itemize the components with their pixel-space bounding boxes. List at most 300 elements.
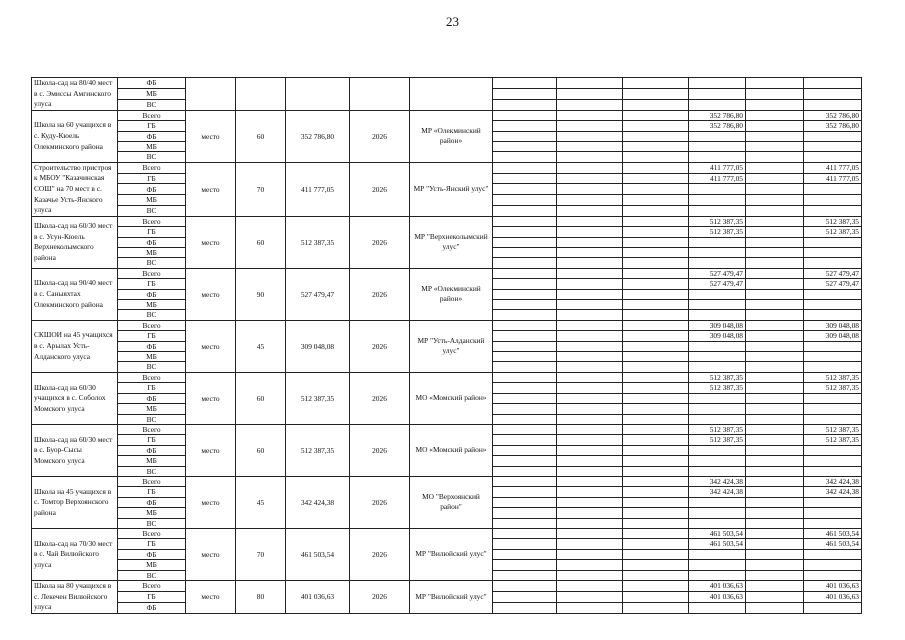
unit-cell: место	[186, 528, 236, 580]
amount-cell	[493, 195, 557, 206]
amount-cell	[804, 445, 862, 455]
amount-cell	[557, 99, 623, 110]
amount-cell	[493, 331, 557, 341]
amount-cell	[493, 258, 557, 268]
amount-cell	[746, 435, 804, 445]
amount-cell	[623, 341, 689, 351]
table-row	[32, 528, 862, 538]
amount-cell	[689, 414, 746, 424]
amount-cell	[557, 78, 623, 89]
amount-cell	[557, 383, 623, 393]
organization-cell: МО «Момский район»	[410, 424, 493, 476]
cost-cell: 309 048,08	[286, 320, 350, 372]
amount-cell	[804, 205, 862, 216]
amount-cell	[623, 99, 689, 110]
amount-cell	[557, 424, 623, 434]
amount-cell	[804, 195, 862, 206]
amount-cell: 342 424,38	[689, 476, 746, 486]
amount-cell	[623, 121, 689, 131]
funding-source: МБ	[118, 352, 186, 362]
amount-cell	[493, 560, 557, 570]
amount-cell	[557, 549, 623, 559]
capacity-cell: 60	[236, 372, 286, 424]
amount-cell: 461 503,54	[804, 528, 862, 538]
year-cell: 2026	[350, 162, 410, 216]
amount-cell	[623, 539, 689, 549]
amount-cell	[557, 195, 623, 206]
amount-cell: 309 048,08	[804, 320, 862, 330]
funding-source: МБ	[118, 195, 186, 206]
amount-cell	[623, 393, 689, 403]
amount-cell	[746, 227, 804, 237]
amount-cell	[804, 300, 862, 310]
funding-source: МБ	[118, 404, 186, 414]
amount-cell	[623, 279, 689, 289]
amount-cell	[557, 341, 623, 351]
funding-source: ГБ	[118, 539, 186, 549]
funding-source: ГБ	[118, 487, 186, 497]
cost-cell: 401 036,63	[286, 581, 350, 614]
amount-cell	[623, 258, 689, 268]
amount-cell	[623, 205, 689, 216]
amount-cell	[689, 560, 746, 570]
amount-cell	[746, 424, 804, 434]
amount-cell	[623, 289, 689, 299]
amount-cell	[493, 152, 557, 162]
table-row	[32, 268, 862, 278]
year-cell: 2026	[350, 372, 410, 424]
amount-cell	[493, 424, 557, 434]
amount-cell	[746, 131, 804, 141]
amount-cell	[746, 320, 804, 330]
funding-source: ФБ	[118, 78, 186, 89]
funding-source: ФБ	[118, 549, 186, 559]
amount-cell	[623, 195, 689, 206]
unit-cell: место	[186, 268, 236, 320]
funding-source: ГБ	[118, 383, 186, 393]
funding-source: ВС	[118, 414, 186, 424]
project-name: Школа-сад на 80/40 мест в с. Эмиссы Амгинского улуса	[32, 78, 118, 111]
amount-cell	[557, 518, 623, 528]
amount-cell	[746, 591, 804, 602]
amount-cell	[804, 99, 862, 110]
amount-cell: 352 786,80	[689, 121, 746, 131]
amount-cell	[746, 268, 804, 278]
table-row	[32, 476, 862, 486]
amount-cell: 512 387,35	[804, 383, 862, 393]
capacity-cell: 45	[236, 320, 286, 372]
amount-cell: 461 503,54	[689, 539, 746, 549]
amount-cell	[623, 78, 689, 89]
amount-cell	[557, 528, 623, 538]
amount-cell	[623, 110, 689, 120]
amount-cell	[623, 383, 689, 393]
amount-cell	[746, 456, 804, 466]
amount-cell	[746, 570, 804, 580]
amount-cell	[746, 289, 804, 299]
amount-cell	[493, 248, 557, 258]
amount-cell	[493, 110, 557, 120]
amount-cell	[623, 602, 689, 613]
organization-cell: МО «Момский район»	[410, 372, 493, 424]
funding-source: ВС	[118, 152, 186, 162]
amount-cell	[746, 162, 804, 173]
amount-cell	[804, 248, 862, 258]
amount-cell	[493, 216, 557, 226]
year-cell: 2026	[350, 528, 410, 580]
amount-cell	[689, 131, 746, 141]
amount-cell	[623, 549, 689, 559]
amount-cell	[623, 152, 689, 162]
funding-source: ГБ	[118, 591, 186, 602]
amount-cell	[746, 99, 804, 110]
amount-cell	[804, 341, 862, 351]
amount-cell	[746, 508, 804, 518]
amount-cell	[746, 184, 804, 195]
amount-cell: 461 503,54	[689, 528, 746, 538]
amount-cell	[557, 310, 623, 320]
amount-cell	[623, 528, 689, 538]
amount-cell	[804, 518, 862, 528]
amount-cell: 527 479,47	[689, 268, 746, 278]
amount-cell	[623, 184, 689, 195]
amount-cell	[746, 539, 804, 549]
amount-cell	[689, 142, 746, 152]
amount-cell	[623, 518, 689, 528]
amount-cell	[557, 289, 623, 299]
amount-cell	[623, 227, 689, 237]
amount-cell: 401 036,63	[804, 581, 862, 592]
amount-cell	[689, 289, 746, 299]
amount-cell	[493, 539, 557, 549]
amount-cell	[493, 445, 557, 455]
amount-cell	[623, 372, 689, 382]
amount-cell	[746, 581, 804, 592]
amount-cell: 342 424,38	[689, 487, 746, 497]
year-cell: 2026	[350, 476, 410, 528]
unit-cell: место	[186, 162, 236, 216]
cost-cell: 352 786,80	[286, 110, 350, 162]
table-row	[32, 78, 862, 89]
amount-cell: 512 387,35	[804, 227, 862, 237]
funding-source: ВС	[118, 99, 186, 110]
amount-cell	[746, 602, 804, 613]
amount-cell: 512 387,35	[804, 372, 862, 382]
funding-source: МБ	[118, 508, 186, 518]
amount-cell	[623, 570, 689, 580]
amount-cell	[493, 581, 557, 592]
unit-cell: место	[186, 581, 236, 614]
amount-cell	[746, 497, 804, 507]
amount-cell	[493, 121, 557, 131]
amount-cell	[689, 602, 746, 613]
funding-source: ВС	[118, 362, 186, 372]
amount-cell	[804, 237, 862, 247]
amount-cell: 512 387,35	[689, 435, 746, 445]
amount-cell	[557, 320, 623, 330]
organization-cell: МО "Верхоянский район"	[410, 476, 493, 528]
amount-cell	[623, 591, 689, 602]
amount-cell	[689, 352, 746, 362]
project-name: Школа на 45 учащихся в с. Томтор Верхоянского района	[32, 476, 118, 528]
cost-cell: 512 387,35	[286, 424, 350, 476]
capacity-cell: 80	[236, 581, 286, 614]
amount-cell: 411 777,05	[689, 173, 746, 184]
funding-source: ВС	[118, 258, 186, 268]
amount-cell: 309 048,08	[689, 331, 746, 341]
funding-source: МБ	[118, 560, 186, 570]
amount-cell	[493, 237, 557, 247]
year-cell: 2026	[350, 216, 410, 268]
year-cell: 2026	[350, 110, 410, 162]
table-row	[32, 581, 862, 592]
amount-cell	[623, 331, 689, 341]
amount-cell	[746, 110, 804, 120]
amount-cell	[493, 414, 557, 424]
amount-cell	[804, 497, 862, 507]
amount-cell: 309 048,08	[804, 331, 862, 341]
amount-cell	[493, 487, 557, 497]
amount-cell: 352 786,80	[689, 110, 746, 120]
amount-cell: 527 479,47	[689, 279, 746, 289]
amount-cell	[557, 300, 623, 310]
unit-cell: место	[186, 110, 236, 162]
funding-source: ГБ	[118, 173, 186, 184]
amount-cell	[746, 372, 804, 382]
amount-cell: 411 777,05	[689, 162, 746, 173]
amount-cell	[689, 237, 746, 247]
amount-cell	[689, 300, 746, 310]
amount-cell	[689, 404, 746, 414]
amount-cell: 352 786,80	[804, 121, 862, 131]
amount-cell: 512 387,35	[804, 216, 862, 226]
table-row	[32, 372, 862, 382]
funding-source: МБ	[118, 456, 186, 466]
amount-cell	[623, 300, 689, 310]
unit-cell: место	[186, 372, 236, 424]
amount-cell	[557, 393, 623, 403]
cost-cell: 512 387,35	[286, 372, 350, 424]
amount-cell	[557, 404, 623, 414]
capacity-cell: 45	[236, 476, 286, 528]
amount-cell	[746, 414, 804, 424]
funding-source: Всего	[118, 424, 186, 434]
budget-table	[31, 77, 862, 614]
amount-cell: 512 387,35	[689, 216, 746, 226]
amount-cell	[493, 497, 557, 507]
amount-cell: 461 503,54	[804, 539, 862, 549]
amount-cell	[493, 508, 557, 518]
amount-cell	[623, 352, 689, 362]
funding-source: Всего	[118, 528, 186, 538]
amount-cell	[557, 372, 623, 382]
table-row	[32, 320, 862, 330]
amount-cell	[623, 497, 689, 507]
amount-cell	[804, 393, 862, 403]
amount-cell	[493, 162, 557, 173]
amount-cell	[689, 99, 746, 110]
amount-cell	[623, 424, 689, 434]
amount-cell	[493, 383, 557, 393]
funding-source: Всего	[118, 320, 186, 330]
funding-source: ФБ	[118, 184, 186, 195]
amount-cell	[689, 205, 746, 216]
amount-cell	[689, 310, 746, 320]
amount-cell	[493, 142, 557, 152]
funding-source: МБ	[118, 300, 186, 310]
amount-cell	[557, 162, 623, 173]
funding-source: ФБ	[118, 497, 186, 507]
amount-cell	[746, 341, 804, 351]
amount-cell	[804, 142, 862, 152]
organization-cell: МР "Вилюйский улус"	[410, 581, 493, 614]
amount-cell	[623, 508, 689, 518]
amount-cell	[493, 549, 557, 559]
amount-cell	[493, 591, 557, 602]
unit-cell: место	[186, 476, 236, 528]
amount-cell: 512 387,35	[689, 372, 746, 382]
amount-cell	[557, 142, 623, 152]
amount-cell	[493, 341, 557, 351]
amount-cell	[746, 248, 804, 258]
funding-source: МБ	[118, 142, 186, 152]
page-number: 23	[446, 14, 459, 29]
amount-cell	[557, 362, 623, 372]
amount-cell	[493, 570, 557, 580]
funding-source: Всего	[118, 216, 186, 226]
amount-cell	[557, 88, 623, 99]
amount-cell	[804, 88, 862, 99]
amount-cell	[804, 404, 862, 414]
funding-source: ВС	[118, 518, 186, 528]
amount-cell	[746, 393, 804, 403]
amount-cell	[746, 195, 804, 206]
funding-source: ФБ	[118, 393, 186, 403]
amount-cell: 342 424,38	[804, 476, 862, 486]
organization-cell: МР "Усть-Янский улус"	[410, 162, 493, 216]
amount-cell	[493, 300, 557, 310]
amount-cell	[557, 268, 623, 278]
amount-cell	[623, 131, 689, 141]
amount-cell	[557, 581, 623, 592]
project-name: Школа-сад на 60/30 учащихся в с. Соболох Момского улуса	[32, 372, 118, 424]
amount-cell	[804, 78, 862, 89]
amount-cell	[493, 279, 557, 289]
unit-cell: место	[186, 424, 236, 476]
amount-cell	[557, 131, 623, 141]
amount-cell	[804, 131, 862, 141]
amount-cell	[689, 456, 746, 466]
amount-cell	[746, 476, 804, 486]
amount-cell	[804, 602, 862, 613]
funding-source: Всего	[118, 162, 186, 173]
amount-cell	[689, 508, 746, 518]
amount-cell	[746, 237, 804, 247]
funding-source: МБ	[118, 248, 186, 258]
amount-cell	[557, 216, 623, 226]
project-name: Школа на 60 учащихся в с. Куду-Кюель Олекминского района	[32, 110, 118, 162]
amount-cell	[557, 508, 623, 518]
amount-cell	[746, 445, 804, 455]
funding-source: ФБ	[118, 289, 186, 299]
amount-cell	[804, 258, 862, 268]
amount-cell	[689, 549, 746, 559]
amount-cell	[557, 570, 623, 580]
amount-cell	[493, 88, 557, 99]
cost-cell: 342 424,38	[286, 476, 350, 528]
capacity-cell: 70	[236, 528, 286, 580]
project-name: Школа на 80 учащихся в с. Лекечен Вилюйского улуса	[32, 581, 118, 614]
funding-source: ГБ	[118, 279, 186, 289]
amount-cell	[804, 184, 862, 195]
amount-cell	[493, 320, 557, 330]
amount-cell	[746, 352, 804, 362]
amount-cell	[746, 300, 804, 310]
amount-cell	[689, 152, 746, 162]
amount-cell	[557, 414, 623, 424]
amount-cell	[623, 414, 689, 424]
amount-cell	[746, 310, 804, 320]
amount-cell	[746, 404, 804, 414]
amount-cell: 342 424,38	[804, 487, 862, 497]
amount-cell	[493, 476, 557, 486]
amount-cell	[493, 466, 557, 476]
amount-cell	[804, 362, 862, 372]
amount-cell	[804, 289, 862, 299]
amount-cell: 401 036,63	[689, 591, 746, 602]
amount-cell	[804, 549, 862, 559]
amount-cell	[689, 570, 746, 580]
amount-cell: 401 036,63	[804, 591, 862, 602]
amount-cell	[557, 152, 623, 162]
funding-source: ГБ	[118, 435, 186, 445]
amount-cell	[493, 602, 557, 613]
amount-cell	[493, 362, 557, 372]
amount-cell: 512 387,35	[804, 435, 862, 445]
amount-cell	[746, 487, 804, 497]
amount-cell	[804, 152, 862, 162]
year-cell: 2026	[350, 320, 410, 372]
amount-cell	[689, 88, 746, 99]
funding-source: Всего	[118, 372, 186, 382]
funding-source: Всего	[118, 268, 186, 278]
amount-cell	[804, 508, 862, 518]
funding-source: ВС	[118, 466, 186, 476]
amount-cell	[689, 248, 746, 258]
cost-cell: 461 503,54	[286, 528, 350, 580]
amount-cell	[557, 248, 623, 258]
amount-cell	[557, 237, 623, 247]
amount-cell: 309 048,08	[689, 320, 746, 330]
cost-cell: 512 387,35	[286, 216, 350, 268]
capacity-cell: 60	[236, 110, 286, 162]
table-row	[32, 216, 862, 226]
amount-cell	[493, 528, 557, 538]
amount-cell	[623, 404, 689, 414]
amount-cell: 401 036,63	[689, 581, 746, 592]
amount-cell	[557, 110, 623, 120]
unit-cell: место	[186, 320, 236, 372]
amount-cell	[623, 248, 689, 258]
amount-cell	[746, 528, 804, 538]
year-cell: 2026	[350, 581, 410, 614]
year-cell: 2026	[350, 268, 410, 320]
organization-cell: МР «Олекминский район»	[410, 268, 493, 320]
funding-source: МБ	[118, 88, 186, 99]
amount-cell	[557, 435, 623, 445]
amount-cell	[623, 456, 689, 466]
amount-cell	[804, 414, 862, 424]
